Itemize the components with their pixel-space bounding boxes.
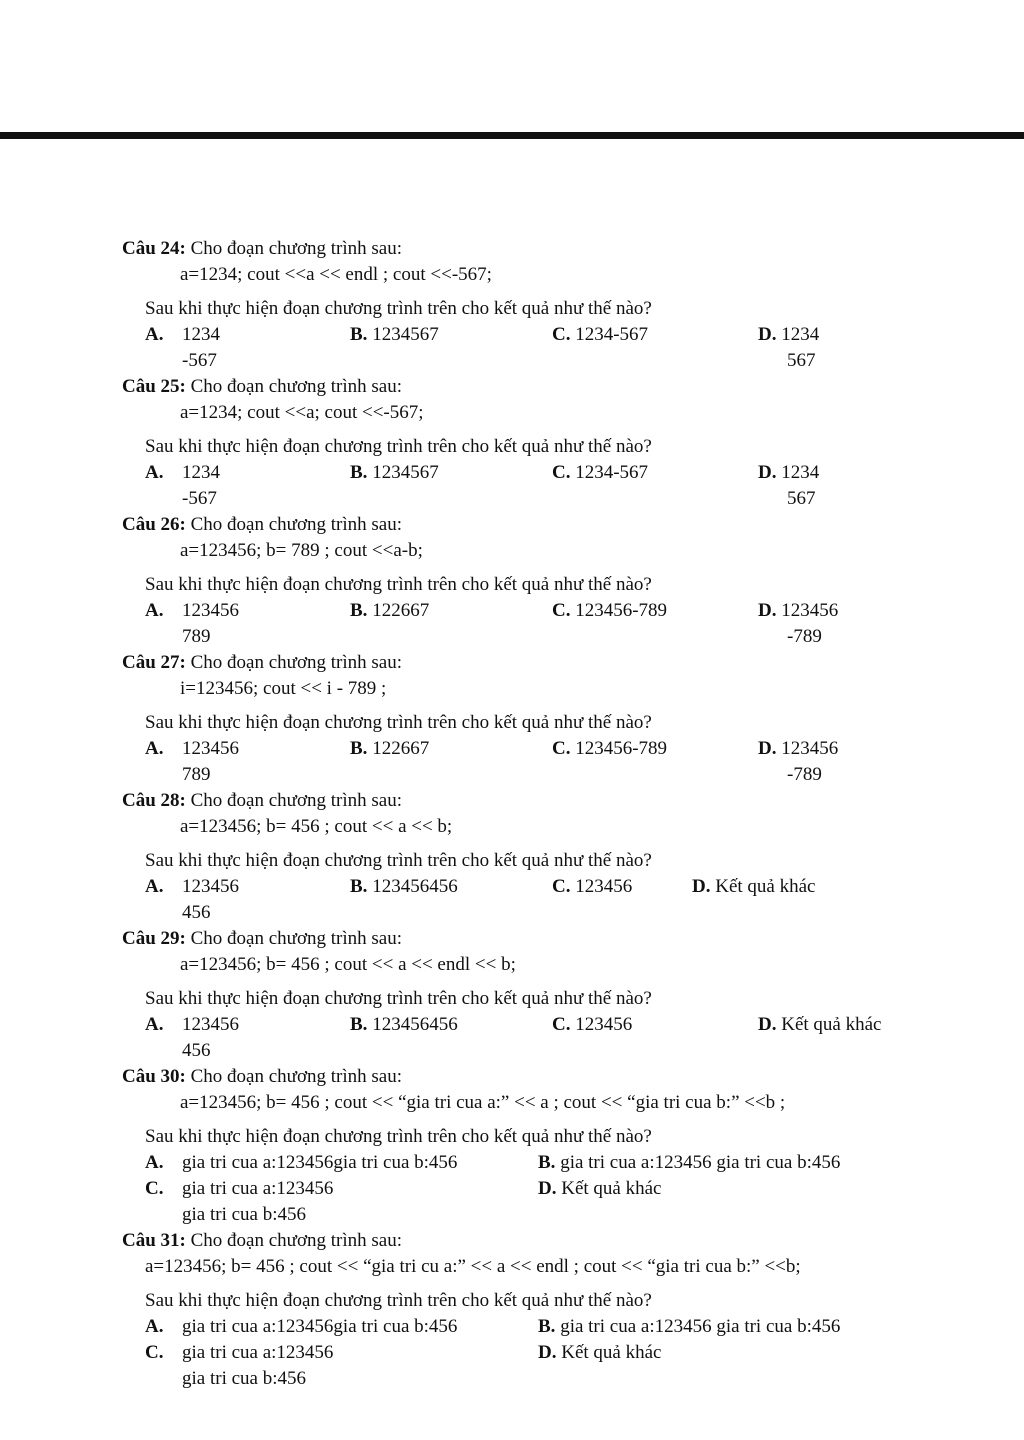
option-letter: D. <box>538 1342 557 1363</box>
option-d <box>758 1012 881 1038</box>
question-27 <box>0 650 1024 788</box>
options <box>0 736 1024 788</box>
option-b <box>350 1012 458 1038</box>
question-prompt: Sau khi thực hiện đoạn chương trình trên cho kết quả như thế nào? <box>145 1290 652 1311</box>
option-text: 122667 <box>372 738 430 759</box>
option-a <box>145 598 239 647</box>
option-text: 123456 <box>575 876 633 897</box>
options <box>0 874 1024 926</box>
option-a <box>145 874 239 923</box>
option-letter: B. <box>350 324 368 345</box>
option-letter: C. <box>552 876 571 897</box>
option-text: 123456456 <box>372 1014 458 1035</box>
option-text: 122667 <box>372 600 430 621</box>
option-a <box>145 736 239 785</box>
option-text: gia tri cua a:123456gia tri cua b:456 <box>182 1316 458 1337</box>
option-text: 123456 <box>182 1014 239 1035</box>
option-text: 123456 <box>781 600 839 621</box>
question-prompt: Sau khi thực hiện đoạn chương trình trên cho kết quả như thế nào? <box>145 436 652 457</box>
option-text: 1234 <box>781 324 820 345</box>
option-text: 123456 <box>575 1014 633 1035</box>
option-d <box>538 1340 661 1366</box>
option-letter: C. <box>552 324 571 345</box>
option-letter: A. <box>145 462 164 483</box>
code-line: a=123456; b= 456 ; cout << “gia tri cua a:” << a ; cout << “gia tri cua b:” <<b ; <box>180 1092 786 1113</box>
code-line: i=123456; cout << i - 789 ; <box>180 678 387 699</box>
option-d <box>758 598 839 647</box>
option-text-continued: -789 <box>787 626 822 647</box>
option-letter: A. <box>145 876 164 897</box>
option-text-continued: 456 <box>182 1040 211 1061</box>
option-text: Kết quả khác <box>715 876 816 897</box>
option-b <box>350 736 429 762</box>
question-prompt: Sau khi thực hiện đoạn chương trình trên cho kết quả như thế nào? <box>145 1126 652 1147</box>
option-letter: B. <box>350 738 368 759</box>
option-letter: B. <box>350 876 368 897</box>
option-letter: B. <box>350 462 368 483</box>
question-intro: Cho đoạn chương trình sau: <box>190 652 402 673</box>
option-text: 1234 <box>781 462 820 483</box>
option-d <box>758 322 820 371</box>
option-text: Kết quả khác <box>561 1178 662 1199</box>
question-intro: Cho đoạn chương trình sau: <box>190 928 402 949</box>
question-prompt: Sau khi thực hiện đoạn chương trình trên cho kết quả như thế nào? <box>145 298 652 319</box>
option-letter: A. <box>145 600 164 621</box>
question-header <box>0 650 1024 676</box>
option-text: 123456 <box>781 738 839 759</box>
question-prompt: Sau khi thực hiện đoạn chương trình trên cho kết quả như thế nào? <box>145 988 652 1009</box>
option-a <box>145 1150 458 1176</box>
question-number: Câu 31: <box>122 1230 186 1251</box>
option-d <box>758 460 820 509</box>
option-letter: B. <box>350 1014 368 1035</box>
option-c <box>552 1012 632 1038</box>
question-number: Câu 30: <box>122 1066 186 1087</box>
options-row-2 <box>0 1176 1024 1228</box>
code-line: a=1234; cout <<a << endl ; cout <<-567; <box>180 264 492 285</box>
question-number: Câu 25: <box>122 376 186 397</box>
option-text: Kết quả khác <box>561 1342 662 1363</box>
option-a <box>145 1314 458 1340</box>
option-text-continued: -567 <box>182 488 217 509</box>
option-text: 123456 <box>182 600 239 621</box>
option-text: Kết quả khác <box>781 1014 882 1035</box>
option-letter: D. <box>758 738 777 759</box>
option-text-continued: gia tri cua b:456 <box>182 1204 306 1225</box>
option-letter: C. <box>552 462 571 483</box>
option-text: 123456-789 <box>575 600 668 621</box>
option-letter: C. <box>552 600 571 621</box>
option-text: gia tri cua a:123456 gia tri cua b:456 <box>560 1152 841 1173</box>
option-a <box>145 322 220 371</box>
code-line: a=123456; b= 456 ; cout << “gia tri cu a:” << a << endl ; cout << “gia tri cua b:” <<b; <box>145 1256 801 1277</box>
option-text: 123456-789 <box>575 738 668 759</box>
option-text-continued: -789 <box>787 764 822 785</box>
option-text: 1234-567 <box>575 462 649 483</box>
option-text: 123456 <box>182 876 239 897</box>
question-number: Câu 24: <box>122 238 186 259</box>
option-c <box>145 1176 334 1225</box>
question-prompt: Sau khi thực hiện đoạn chương trình trên cho kết quả như thế nào? <box>145 712 652 733</box>
option-b <box>350 874 458 900</box>
code-line: a=123456; b= 456 ; cout << a << b; <box>180 816 453 837</box>
option-letter: C. <box>552 1014 571 1035</box>
option-letter: C. <box>145 1342 164 1363</box>
question-intro: Cho đoạn chương trình sau: <box>190 514 402 535</box>
options <box>0 1012 1024 1064</box>
code-line: a=123456; b= 789 ; cout <<a-b; <box>180 540 423 561</box>
option-d <box>692 874 815 900</box>
question-list <box>0 236 1024 1392</box>
option-text-continued: gia tri cua b:456 <box>182 1368 306 1389</box>
question-intro: Cho đoạn chương trình sau: <box>190 790 402 811</box>
option-d <box>538 1176 661 1202</box>
option-text: gia tri cua a:123456 <box>182 1342 334 1363</box>
option-c <box>145 1340 334 1389</box>
question-31 <box>0 1228 1024 1392</box>
question-intro: Cho đoạn chương trình sau: <box>190 1066 402 1087</box>
question-number: Câu 26: <box>122 514 186 535</box>
option-letter: A. <box>145 738 164 759</box>
option-text: 1234-567 <box>575 324 649 345</box>
option-b <box>538 1150 840 1176</box>
question-28 <box>0 788 1024 926</box>
question-30 <box>0 1064 1024 1228</box>
option-letter: A. <box>145 1152 164 1173</box>
option-text: 123456456 <box>372 876 458 897</box>
top-rule <box>0 132 1024 139</box>
option-text: 1234 <box>182 462 220 483</box>
option-text: gia tri cua a:123456 gia tri cua b:456 <box>560 1316 841 1337</box>
question-prompt: Sau khi thực hiện đoạn chương trình trên cho kết quả như thế nào? <box>145 850 652 871</box>
question-intro: Cho đoạn chương trình sau: <box>190 238 402 259</box>
question-29 <box>0 926 1024 1064</box>
question-number: Câu 29: <box>122 928 186 949</box>
option-letter: C. <box>145 1178 164 1199</box>
option-letter: B. <box>538 1316 556 1337</box>
option-letter: D. <box>538 1178 557 1199</box>
option-text: 1234567 <box>372 324 439 345</box>
option-letter: D. <box>758 462 777 483</box>
question-number: Câu 27: <box>122 652 186 673</box>
options <box>0 598 1024 650</box>
options-row-1 <box>0 1314 1024 1340</box>
option-text: 123456 <box>182 738 239 759</box>
option-letter: D. <box>692 876 711 897</box>
option-letter: D. <box>758 1014 777 1035</box>
option-letter: D. <box>758 600 777 621</box>
option-text-continued: -567 <box>182 350 217 371</box>
question-intro: Cho đoạn chương trình sau: <box>190 376 402 397</box>
option-text: gia tri cua a:123456 <box>182 1178 334 1199</box>
question-25 <box>0 374 1024 512</box>
question-number: Câu 28: <box>122 790 186 811</box>
question-header <box>0 512 1024 538</box>
question-26 <box>0 512 1024 650</box>
option-b <box>538 1314 840 1340</box>
option-letter: A. <box>145 1316 164 1337</box>
question-header <box>0 788 1024 814</box>
option-c <box>552 598 667 624</box>
option-c <box>552 322 648 348</box>
options <box>0 322 1024 374</box>
option-a <box>145 1012 239 1061</box>
option-c <box>552 874 632 900</box>
options-row-1 <box>0 1150 1024 1176</box>
question-intro: Cho đoạn chương trình sau: <box>190 1230 402 1251</box>
option-a <box>145 460 220 509</box>
question-header <box>0 374 1024 400</box>
option-text: 1234 <box>182 324 220 345</box>
option-c <box>552 736 667 762</box>
question-header <box>0 926 1024 952</box>
option-text: 1234567 <box>372 462 439 483</box>
question-header <box>0 236 1024 262</box>
option-b <box>350 598 429 624</box>
option-letter: A. <box>145 1014 164 1035</box>
option-text-continued: 789 <box>182 626 211 647</box>
option-b <box>350 460 439 486</box>
option-text-continued: 789 <box>182 764 211 785</box>
option-text-continued: 567 <box>787 488 816 509</box>
option-letter: C. <box>552 738 571 759</box>
question-prompt: Sau khi thực hiện đoạn chương trình trên cho kết quả như thế nào? <box>145 574 652 595</box>
option-letter: B. <box>350 600 368 621</box>
option-c <box>552 460 648 486</box>
code-line: a=123456; b= 456 ; cout << a << endl << b; <box>180 954 516 975</box>
options <box>0 460 1024 512</box>
option-b <box>350 322 439 348</box>
option-text-continued: 567 <box>787 350 816 371</box>
option-d <box>758 736 839 785</box>
question-header <box>0 1228 1024 1254</box>
option-letter: B. <box>538 1152 556 1173</box>
option-letter: A. <box>145 324 164 345</box>
option-text-continued: 456 <box>182 902 211 923</box>
option-text: gia tri cua a:123456gia tri cua b:456 <box>182 1152 458 1173</box>
code-line: a=1234; cout <<a; cout <<-567; <box>180 402 424 423</box>
question-header <box>0 1064 1024 1090</box>
options-row-2 <box>0 1340 1024 1392</box>
question-24 <box>0 236 1024 374</box>
option-letter: D. <box>758 324 777 345</box>
